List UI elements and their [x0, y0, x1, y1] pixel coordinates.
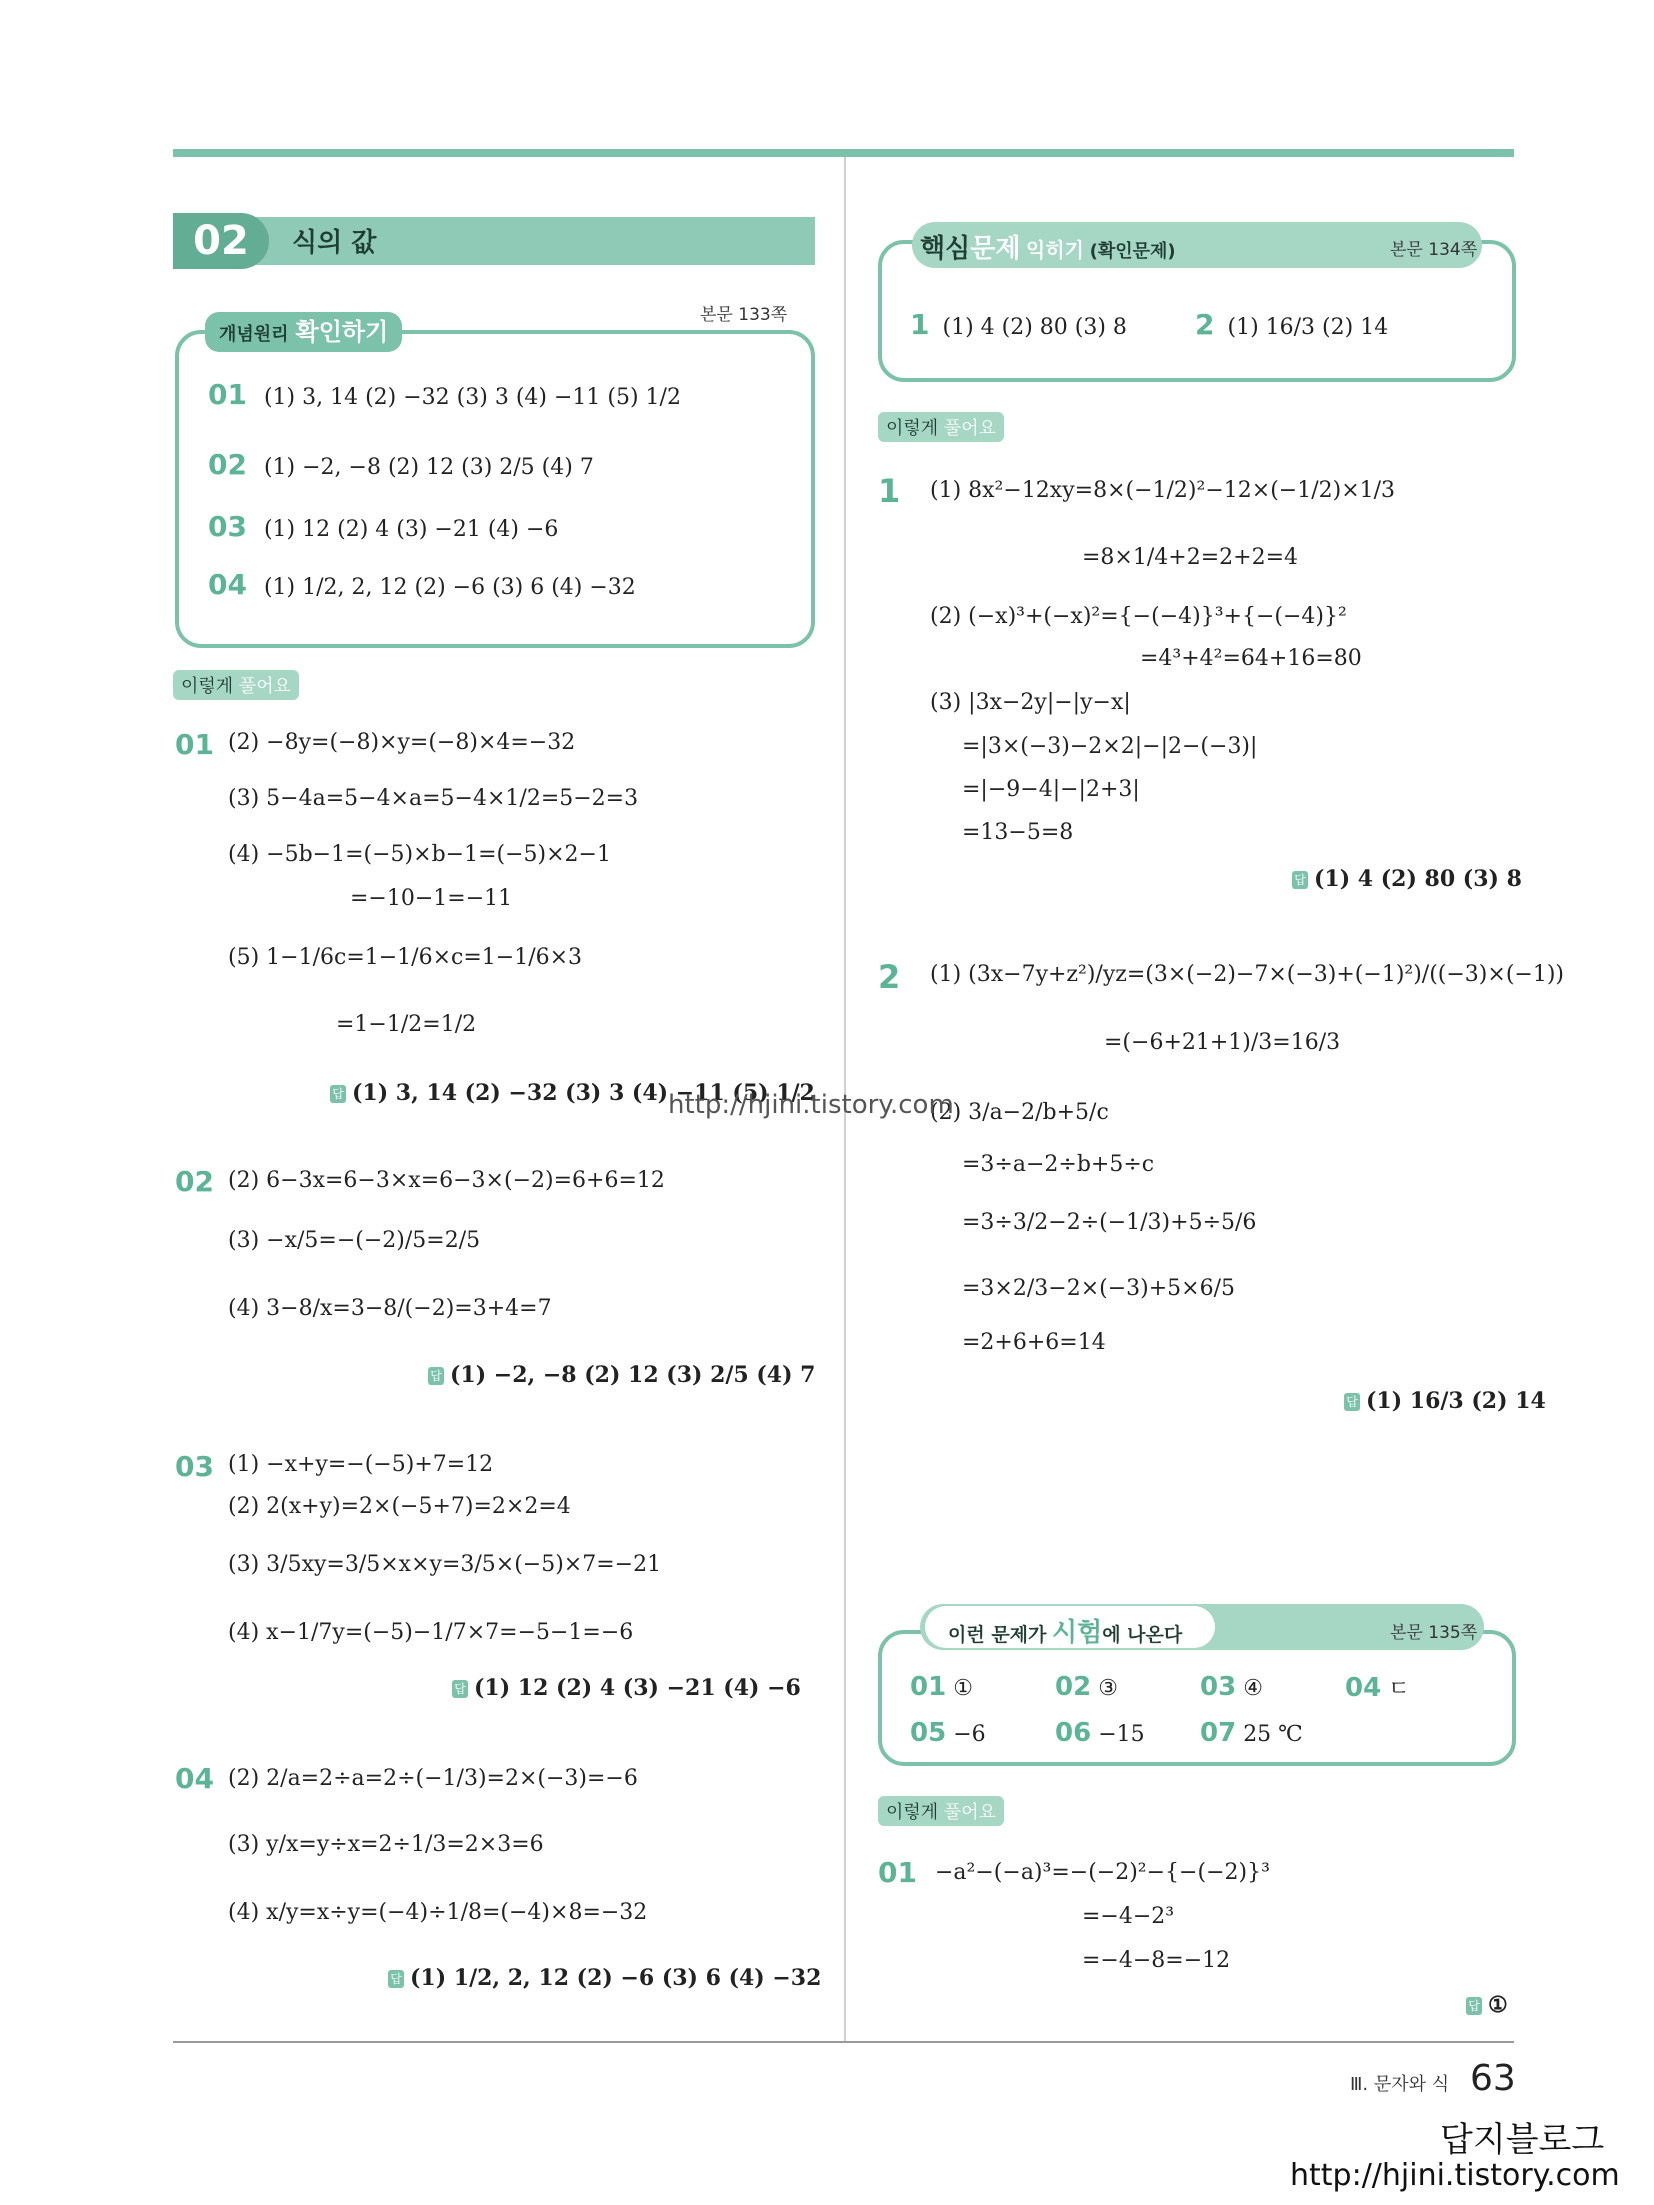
- exam-item: [1200, 1672, 1263, 1702]
- core-answer-2: [1195, 308, 1388, 341]
- answer-text: (1) 12 (2) 4 (3) −21 (4) −6: [474, 1675, 801, 1701]
- core-title-b: 문제: [970, 234, 1021, 264]
- page-number: 63: [1470, 2058, 1516, 2099]
- solution-line: (4) x/y=x÷y=(−4)÷1/8=(−4)×8=−32: [228, 1900, 648, 1925]
- chapter-label: Ⅲ. 문자와 식: [1350, 2074, 1450, 2095]
- solution-line: (2) 2/a=2÷a=2÷(−1/3)=2×(−3)=−6: [228, 1766, 638, 1791]
- concept-row: [208, 510, 558, 543]
- solution-line: =13−5=8: [962, 820, 1074, 845]
- exam-item-num: 03: [1200, 1672, 1237, 1702]
- answer-text: (1) 1/2, 2, 12 (2) −6 (3) 6 (4) −32: [410, 1965, 822, 1991]
- solution-line: (2) 3/a−2/b+5/c: [930, 1100, 1109, 1125]
- solution-line: (3) −x/5=−(−2)/5=2/5: [228, 1228, 481, 1253]
- concept-row: [208, 448, 594, 481]
- concept-row-text: (1) 3, 14 (2) −32 (3) 3 (4) −11 (5) 1/2: [263, 385, 681, 410]
- concept-row-text: (1) 1/2, 2, 12 (2) −6 (3) 6 (4) −32: [263, 575, 636, 600]
- core-answer-num: 1: [910, 308, 930, 341]
- section-header: [173, 217, 815, 265]
- answer-icon: 답: [452, 1680, 468, 1698]
- core-ref: 본문 134쪽: [1390, 240, 1478, 260]
- solution-line: =2+6+6=14: [962, 1330, 1106, 1355]
- answer-text: (1) 16/3 (2) 14: [1366, 1388, 1546, 1414]
- blog-url[interactable]: http://hjini.tistory.com: [1290, 2158, 1620, 2193]
- solve-tag-b: 풀어요: [238, 676, 292, 697]
- solution-number: 01: [175, 728, 214, 761]
- exam-item: [1055, 1718, 1145, 1748]
- exam-item-num: 02: [1055, 1672, 1092, 1702]
- concept-row-text: (1) −2, −8 (2) 12 (3) 2/5 (4) 7: [263, 455, 594, 480]
- concept-row: [208, 568, 636, 601]
- exam-title-a: 이런 문제가: [948, 1624, 1047, 1646]
- answer-line: [1466, 1992, 1508, 2018]
- answer-icon: 답: [1466, 1997, 1482, 2015]
- exam-item: [1200, 1718, 1303, 1748]
- core-answer-num: 2: [1195, 308, 1215, 341]
- answer-text: (1) 4 (2) 80 (3) 8: [1314, 866, 1522, 892]
- exam-box-title: [948, 1612, 1182, 1649]
- concept-row-num: 04: [208, 568, 247, 601]
- solution-line: =3÷3/2−2÷(−1/3)+5÷5/6: [962, 1210, 1257, 1235]
- exam-item: [1345, 1672, 1409, 1703]
- answer-text: (1) −2, −8 (2) 12 (3) 2/5 (4) 7: [450, 1362, 816, 1388]
- exam-item-value: ㄷ: [1388, 1677, 1410, 1702]
- concept-ref: 본문 133쪽: [700, 305, 788, 325]
- solution-line: (1) −x+y=−(−5)+7=12: [228, 1452, 494, 1477]
- solution-line: (5) 1−1/6c=1−1/6×c=1−1/6×3: [228, 945, 583, 970]
- solution-number: 03: [175, 1450, 214, 1483]
- solution-line: (1) 8x²−12xy=8×(−1/2)²−12×(−1/2)×1/3: [930, 478, 1396, 503]
- solution-line: (4) x−1/7y=(−5)−1/7×7=−5−1=−6: [228, 1620, 634, 1645]
- answer-icon: 답: [1344, 1393, 1360, 1411]
- watermark-url: http://hjini.tistory.com: [668, 1090, 954, 1120]
- concept-label-b: 확인하기: [295, 318, 389, 346]
- exam-item-value: 25 ℃: [1243, 1722, 1303, 1747]
- exam-title-b: 시험: [1051, 1618, 1103, 1648]
- core-title-a: 핵심: [920, 234, 971, 264]
- answer-line: [1292, 866, 1522, 892]
- core-box-title: [920, 228, 1176, 265]
- solution-number: 01: [878, 1856, 917, 1889]
- exam-ref: 본문 135쪽: [1390, 1623, 1478, 1643]
- answer-icon: 답: [388, 1970, 404, 1988]
- core-title-d: (확인문제): [1089, 241, 1176, 262]
- solution-line: −a²−(−a)³=−(−2)²−{−(−2)}³: [935, 1860, 1270, 1885]
- answer-line: [388, 1965, 821, 1991]
- solve-tag-a: 이렇게: [886, 1802, 939, 1823]
- exam-item-num: 07: [1200, 1718, 1237, 1748]
- solution-line: =3÷a−2÷b+5÷c: [962, 1152, 1155, 1177]
- solution-line: (1) (3x−7y+z²)/yz=(3×(−2)−7×(−3)+(−1)²)/((−3)×(−1)): [930, 962, 1565, 987]
- solve-tag-a: 이렇게: [886, 418, 939, 439]
- exam-title-c: 에 나온다: [1102, 1624, 1183, 1646]
- solution-line: (2) (−x)³+(−x)²={−(−4)}³+{−(−4)}²: [930, 604, 1347, 629]
- exam-item-num: 05: [910, 1718, 947, 1748]
- solution-line: (2) 6−3x=6−3×x=6−3×(−2)=6+6=12: [228, 1168, 665, 1193]
- answer-line: [428, 1362, 816, 1388]
- answer-text: (1) 3, 14 (2) −32 (3) 3 (4) −11 (5) 1/2: [352, 1080, 815, 1106]
- section-number: 02: [173, 213, 269, 269]
- solution-line: =3×2/3−2×(−3)+5×6/5: [962, 1276, 1236, 1301]
- solution-number: 02: [175, 1165, 214, 1198]
- solution-line: (3) y/x=y÷x=2÷1/3=2×3=6: [228, 1832, 544, 1857]
- exam-item-value: −15: [1098, 1722, 1145, 1747]
- answer-icon: 답: [330, 1085, 346, 1103]
- blog-name: 답지블로그: [1440, 2120, 1605, 2160]
- solution-line: (3) 3/5xy=3/5×x×y=3/5×(−5)×7=−21: [228, 1552, 662, 1577]
- solve-tag: [173, 670, 299, 700]
- exam-item-value: ③: [1098, 1676, 1118, 1701]
- concept-row-text: (1) 12 (2) 4 (3) −21 (4) −6: [263, 517, 559, 542]
- solve-tag-b: 풀어요: [943, 418, 997, 439]
- exam-item-value: ④: [1243, 1676, 1263, 1701]
- concept-box-label: [205, 312, 402, 352]
- concept-row-num: 03: [208, 510, 247, 543]
- solution-line: =−10−1=−11: [350, 886, 513, 911]
- solution-number: 1: [878, 472, 901, 510]
- answer-icon: 답: [428, 1367, 444, 1385]
- exam-item: [910, 1718, 986, 1748]
- answer-text: ①: [1488, 1992, 1508, 2018]
- core-answer-text: (1) 16/3 (2) 14: [1227, 315, 1389, 340]
- solution-line: =8×1/4+2=2+2=4: [1082, 545, 1298, 570]
- top-rule: [173, 149, 1514, 157]
- solution-line: (4) 3−8/x=3−8/(−2)=3+4=7: [228, 1296, 552, 1321]
- solution-line: =4³+4²=64+16=80: [1140, 646, 1362, 671]
- exam-item-num: 06: [1055, 1718, 1092, 1748]
- exam-item-value: ①: [953, 1676, 973, 1701]
- answer-line: [452, 1675, 801, 1701]
- exam-item-num: 01: [910, 1672, 947, 1702]
- solve-tag: [878, 1796, 1004, 1826]
- exam-item-value: −6: [953, 1722, 986, 1747]
- section-title: 식의 값: [292, 228, 377, 258]
- solution-number: 04: [175, 1762, 214, 1795]
- solution-line: =|−9−4|−|2+3|: [962, 777, 1140, 802]
- bottom-rule: [173, 2041, 1514, 2043]
- solution-line: (3) 5−4a=5−4×a=5−4×1/2=5−2=3: [228, 786, 639, 811]
- answer-line: [1344, 1388, 1546, 1414]
- solution-line: (3) |3x−2y|−|y−x|: [930, 690, 1131, 715]
- solution-line: =−4−2³: [1082, 1904, 1175, 1929]
- core-answer-text: (1) 4 (2) 80 (3) 8: [942, 315, 1127, 340]
- concept-label-a: 개념원리: [219, 324, 289, 345]
- solution-line: =1−1/2=1/2: [336, 1012, 477, 1037]
- concept-row-num: 01: [208, 378, 247, 411]
- answer-icon: 답: [1292, 871, 1308, 889]
- core-answer-1: [910, 308, 1127, 341]
- exam-item: [1055, 1672, 1118, 1702]
- solution-line: (2) −8y=(−8)×y=(−8)×4=−32: [228, 730, 576, 755]
- concept-row: [208, 378, 681, 411]
- solution-number: 2: [878, 958, 901, 996]
- concept-row-num: 02: [208, 448, 247, 481]
- solution-line: =|3×(−3)−2×2|−|2−(−3)|: [962, 734, 1258, 759]
- solve-tag-a: 이렇게: [181, 676, 234, 697]
- solve-tag-b: 풀어요: [943, 1802, 997, 1823]
- core-title-c: 익히기: [1026, 238, 1085, 262]
- exam-item-num: 04: [1345, 1673, 1382, 1703]
- solution-line: =(−6+21+1)/3=16/3: [1104, 1030, 1341, 1055]
- solution-line: (4) −5b−1=(−5)×b−1=(−5)×2−1: [228, 842, 611, 867]
- exam-item: [910, 1672, 973, 1702]
- solve-tag: [878, 412, 1004, 442]
- solution-line: =−4−8=−12: [1082, 1948, 1231, 1973]
- solution-line: (2) 2(x+y)=2×(−5+7)=2×2=4: [228, 1494, 571, 1519]
